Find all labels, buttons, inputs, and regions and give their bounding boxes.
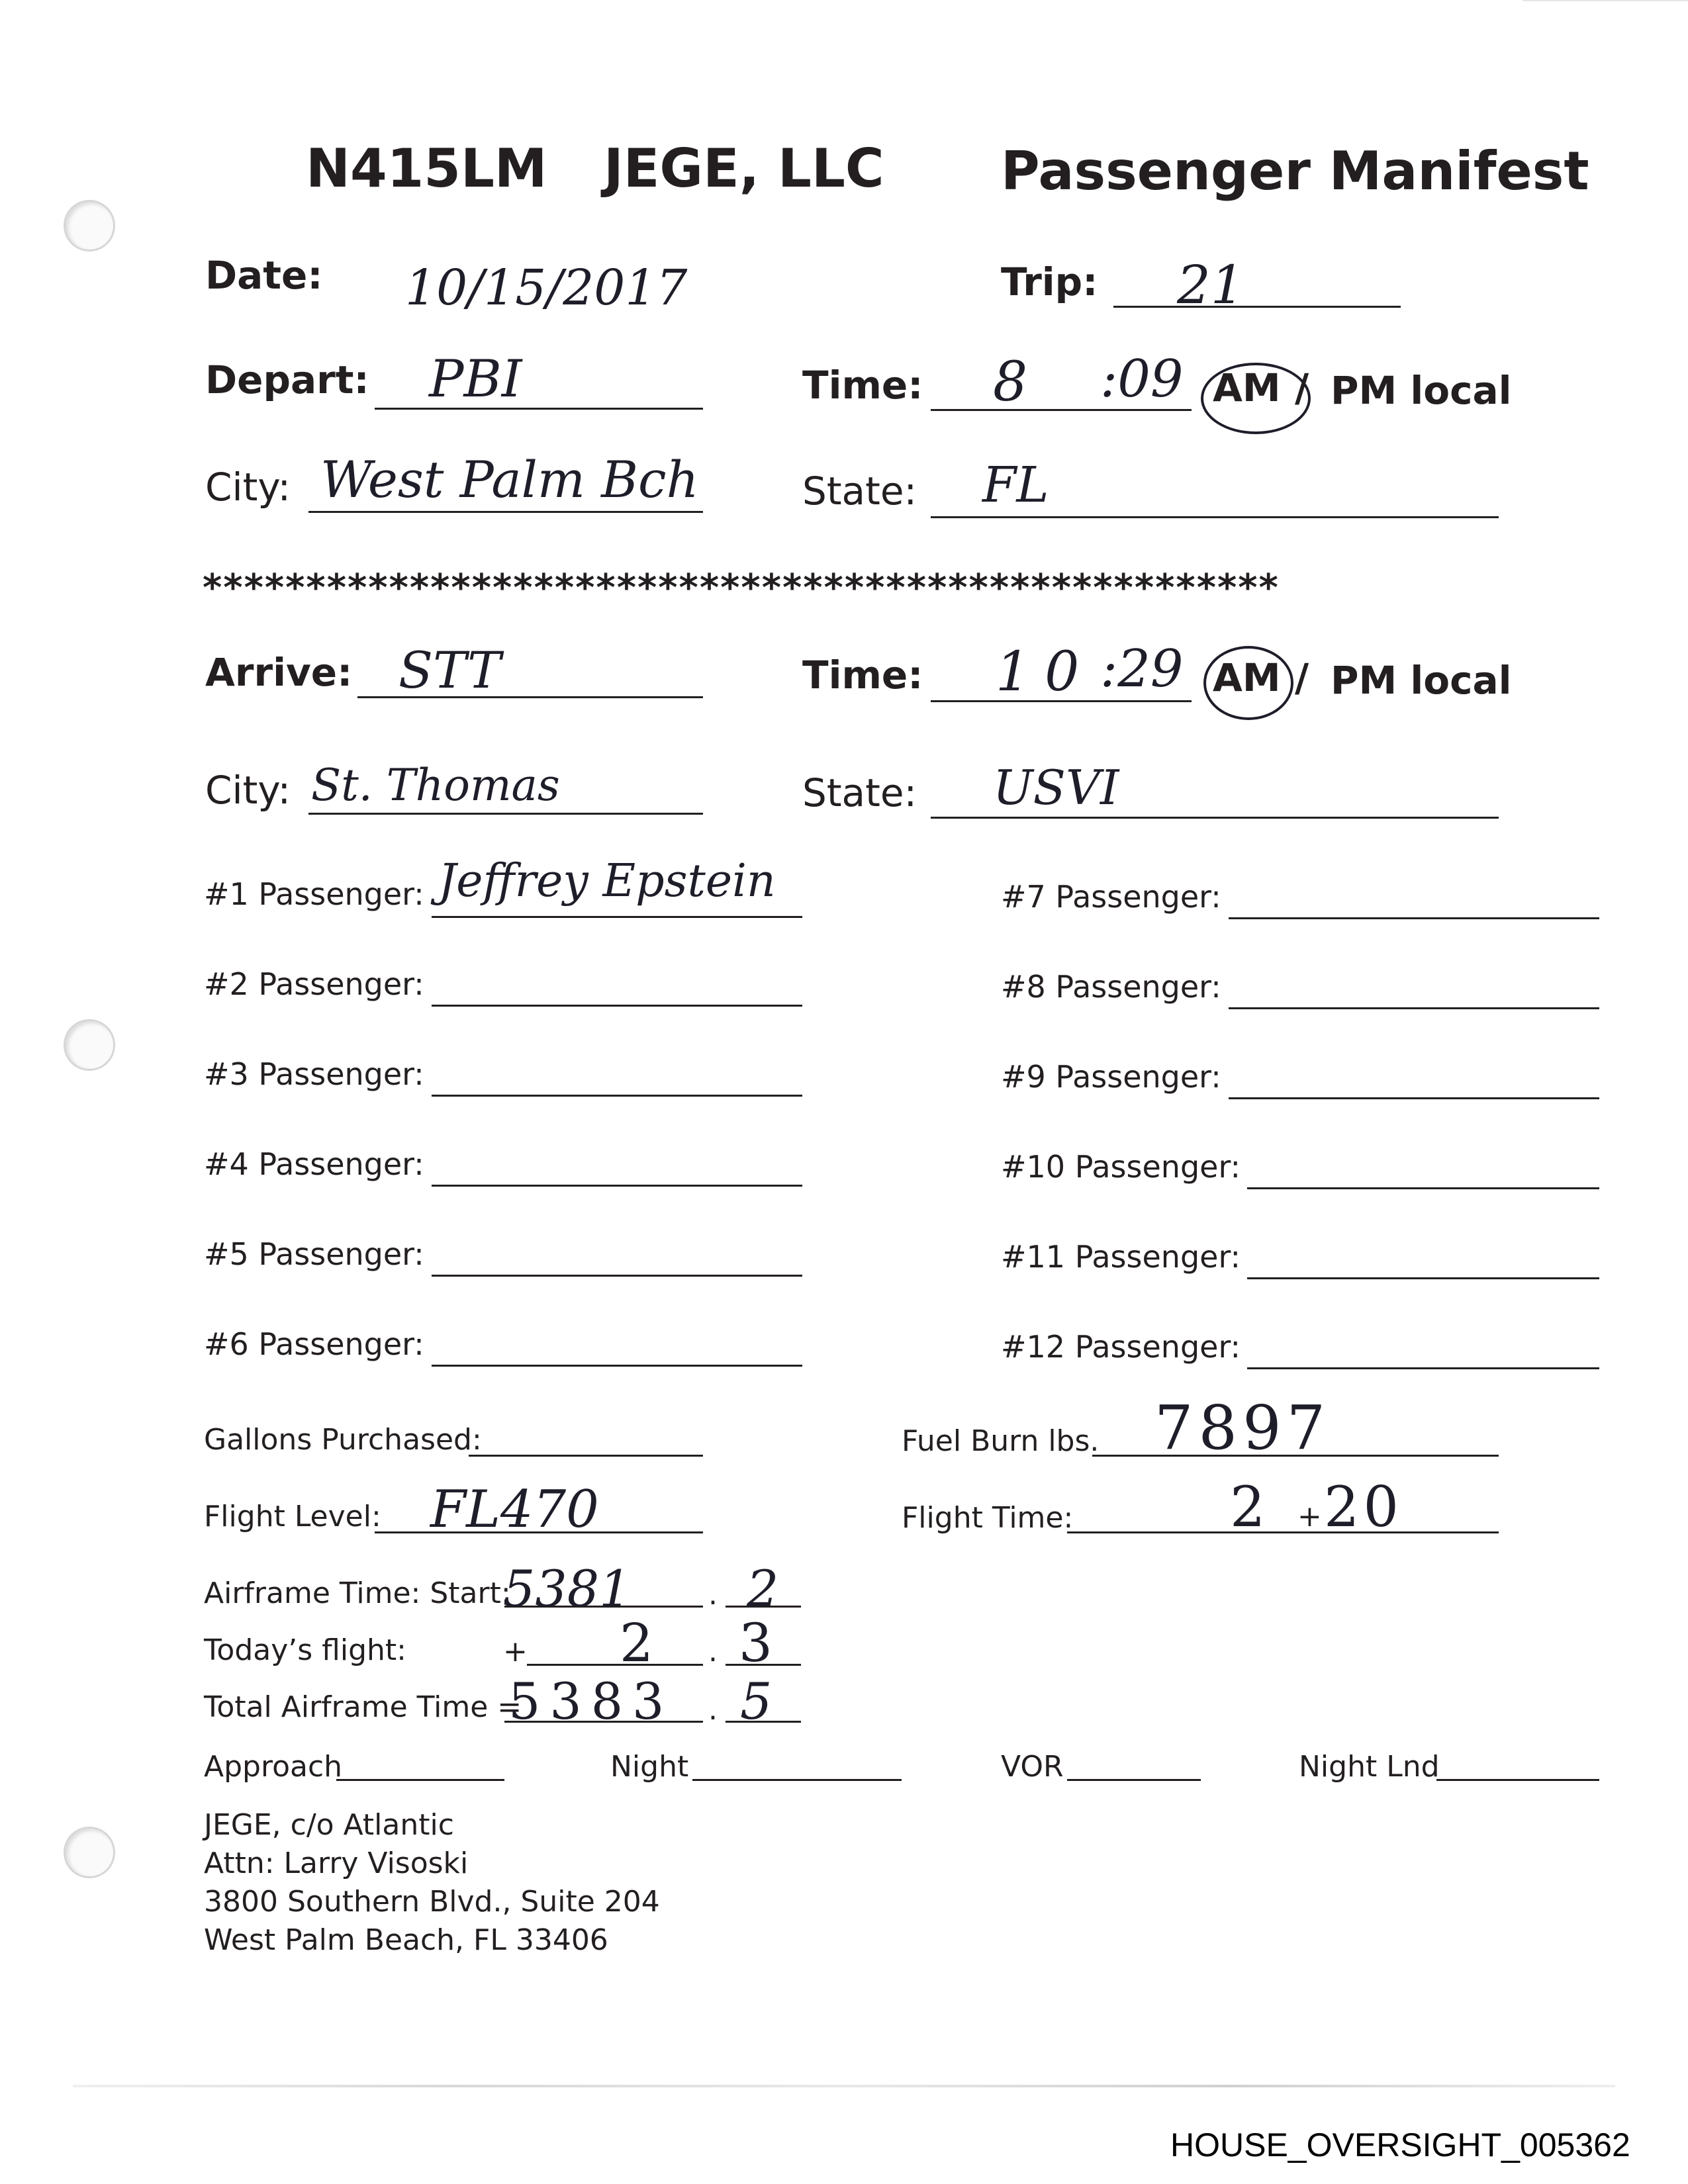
passenger-8-label: #8 Passenger: (1001, 969, 1221, 1005)
address-line-2: Attn: Larry Visoski (204, 1846, 469, 1880)
section-separator: **************************************************** (203, 567, 1280, 610)
flight-time-hours: 2 (1230, 1475, 1266, 1539)
passenger-1-value: Jeffrey Epstein (438, 855, 776, 907)
passenger-12-line (1247, 1367, 1599, 1369)
arrive-city-line (308, 813, 703, 815)
gallons-purchased-line (469, 1455, 703, 1457)
depart-am-option: AM (1213, 365, 1281, 410)
page-title: Passenger Manifest (1001, 140, 1589, 202)
arrive-label: Arrive: (205, 650, 353, 695)
binder-hole-top (64, 200, 115, 251)
night-line (692, 1779, 902, 1781)
address-line-4: West Palm Beach, FL 33406 (204, 1923, 608, 1957)
passenger-5-label: #5 Passenger: (204, 1236, 424, 1272)
arrive-am-option: AM (1213, 655, 1281, 700)
airframe-start-whole: 5381 (503, 1559, 632, 1618)
total-airframe-dot: . (708, 1693, 718, 1727)
approach-label: Approach (204, 1750, 343, 1784)
vor-line (1067, 1779, 1201, 1781)
passenger-2-label: #2 Passenger: (204, 966, 424, 1002)
address-line-3: 3800 Southern Blvd., Suite 204 (204, 1885, 660, 1919)
airframe-start-label: Airframe Time: Start: (204, 1576, 511, 1610)
total-airframe-label: Total Airframe Time = (204, 1690, 522, 1724)
trip-label: Trip: (1001, 259, 1098, 304)
depart-time-minute: :09 (1100, 349, 1184, 409)
passenger-11-line (1247, 1277, 1599, 1279)
passenger-6-label: #6 Passenger: (204, 1326, 424, 1362)
airframe-start-dot: . (708, 1578, 718, 1612)
passenger-4-line (432, 1185, 802, 1187)
depart-time-line (931, 409, 1192, 411)
vor-label: VOR (1001, 1750, 1064, 1784)
arrive-time-minute: :29 (1100, 639, 1184, 699)
depart-city-label: City: (205, 465, 291, 510)
arrive-state-label: State: (802, 770, 917, 815)
gallons-purchased-label: Gallons Purchased: (204, 1423, 482, 1457)
flight-time-plus: + (1297, 1500, 1322, 1533)
fuel-burn-value: 7897 (1154, 1392, 1331, 1463)
date-value: 10/15/2017 (405, 259, 688, 316)
todays-flight-whole: 2 (620, 1612, 653, 1674)
depart-state-line (931, 516, 1499, 518)
arrive-pm-local: PM local (1331, 658, 1512, 703)
airframe-start-tenth: 2 (747, 1559, 779, 1618)
trip-value: 21 (1177, 254, 1244, 316)
date-label: Date: (205, 253, 323, 298)
passenger-8-line (1229, 1007, 1599, 1009)
flight-level-value: FL470 (430, 1480, 599, 1539)
approach-line (336, 1779, 504, 1781)
binder-hole-bottom (64, 1827, 115, 1878)
flight-level-label: Flight Level: (204, 1500, 381, 1533)
passenger-7-line (1229, 917, 1599, 919)
total-airframe-whole: 5383 (508, 1672, 674, 1731)
depart-city-line (308, 511, 703, 513)
passenger-3-label: #3 Passenger: (204, 1056, 424, 1092)
depart-city-value: West Palm Bch (320, 450, 699, 509)
tail-number: N415LM (306, 138, 547, 199)
depart-time-hour: 8 (993, 351, 1028, 414)
passenger-7-label: #7 Passenger: (1001, 879, 1221, 915)
page-corner-mark (1523, 0, 1688, 1)
passenger-1-line (432, 916, 802, 918)
flight-time-line (1067, 1531, 1499, 1533)
total-airframe-tenth: 5 (740, 1672, 773, 1731)
passenger-6-line (432, 1365, 802, 1367)
arrive-city-value: St. Thomas (311, 760, 560, 811)
depart-state-label: State: (802, 469, 917, 514)
passenger-4-label: #4 Passenger: (204, 1146, 424, 1182)
company-name: JEGE, LLC (604, 138, 884, 199)
depart-ampm-separator: / (1295, 365, 1309, 410)
depart-value: PBI (429, 349, 522, 409)
binder-hole-middle (64, 1019, 115, 1071)
passenger-9-label: #9 Passenger: (1001, 1059, 1221, 1095)
depart-pm-local: PM local (1331, 368, 1512, 413)
night-lnd-label: Night Lnd (1299, 1750, 1440, 1784)
fuel-burn-label: Fuel Burn lbs. (902, 1424, 1100, 1458)
todays-flight-plus: + (503, 1635, 528, 1668)
depart-line (375, 408, 703, 410)
scan-edge-line (73, 2085, 1615, 2087)
passenger-9-line (1229, 1097, 1599, 1099)
todays-flight-label: Today’s flight: (204, 1633, 406, 1667)
arrive-time-hour: 10 (996, 641, 1094, 704)
flight-time-minutes: 20 (1324, 1475, 1403, 1539)
passenger-10-label: #10 Passenger: (1001, 1149, 1241, 1185)
passenger-1-label: #1 Passenger: (204, 876, 424, 912)
arrive-state-value: USVI (993, 760, 1119, 815)
address-line-1: JEGE, c/o Atlantic (204, 1808, 454, 1842)
passenger-11-label: #11 Passenger: (1001, 1239, 1241, 1275)
depart-time-label: Time: (802, 363, 923, 408)
passenger-3-line (432, 1095, 802, 1097)
passenger-5-line (432, 1275, 802, 1277)
depart-label: Depart: (205, 357, 369, 402)
arrive-ampm-separator: / (1295, 655, 1309, 700)
arrive-time-label: Time: (802, 653, 923, 698)
depart-state-value: FL (982, 457, 1049, 514)
passenger-10-line (1247, 1187, 1599, 1189)
arrive-value: STT (399, 641, 501, 700)
todays-flight-dot: . (708, 1635, 718, 1668)
flight-time-label: Flight Time: (902, 1501, 1074, 1535)
arrive-state-line (931, 817, 1499, 819)
night-label: Night (610, 1750, 689, 1784)
night-lnd-line (1436, 1779, 1599, 1781)
passenger-12-label: #12 Passenger: (1001, 1329, 1241, 1365)
arrive-city-label: City: (205, 768, 291, 813)
passenger-2-line (432, 1005, 802, 1007)
todays-flight-line (527, 1664, 703, 1666)
todays-flight-tenth: 3 (739, 1612, 773, 1674)
trip-line (1113, 306, 1401, 308)
bates-number: HOUSE_OVERSIGHT_005362 (1170, 2126, 1630, 2163)
